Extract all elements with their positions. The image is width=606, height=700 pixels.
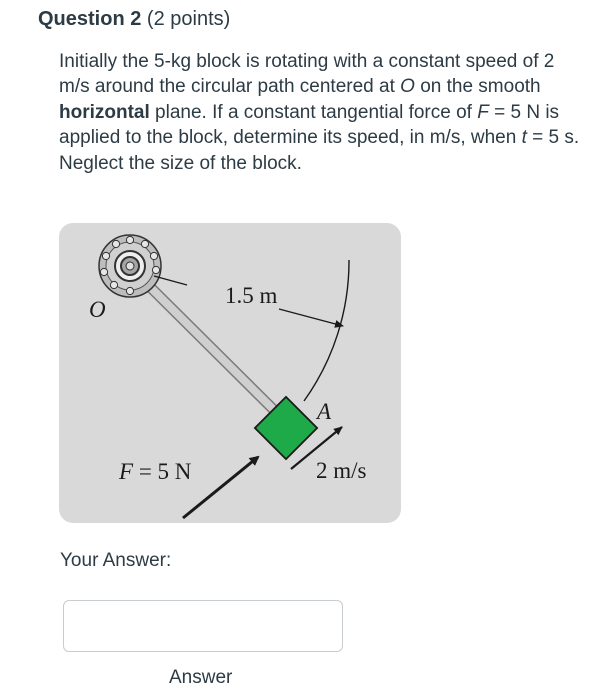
figure-canvas <box>59 223 401 523</box>
label-force <box>118 459 192 484</box>
question-text-part: = 5 N is applied to the block, determine its speed, in m/s, when <box>59 101 560 149</box>
answer-input[interactable] <box>63 600 343 652</box>
question-text-part: plane. If a constant tangential force of <box>149 101 478 123</box>
label-a: A <box>317 399 332 424</box>
answer-caption: Answer <box>169 667 233 688</box>
label-speed: 2 m/s <box>316 458 367 483</box>
question-text <box>59 49 589 176</box>
question-title: Question 2 <box>38 8 142 30</box>
question-text-part: = 5 s. Neglect the size of the block. <box>59 127 580 174</box>
question-figure <box>59 223 401 523</box>
question-text-var-f: F <box>477 101 489 123</box>
pivot-hub <box>99 235 161 297</box>
question-text-var-t: t <box>521 127 527 149</box>
question-header <box>38 6 230 32</box>
label-radius: 1.5 m <box>225 283 278 308</box>
question-text-part: on the smooth <box>414 76 541 98</box>
label-o: O <box>89 297 106 322</box>
question-text-part: Initially the 5-kg block is rotating with a constant speed of 2 m/s around the circular path centered at <box>59 51 555 98</box>
label-force-value: = 5 N <box>133 459 192 484</box>
label-force-var: F <box>119 459 134 484</box>
your-answer-label: Your Answer: <box>60 550 172 571</box>
question-text-bold: horizontal <box>59 101 150 123</box>
question-points: (2 points) <box>146 8 231 30</box>
question-text-var-o: O <box>400 76 415 98</box>
